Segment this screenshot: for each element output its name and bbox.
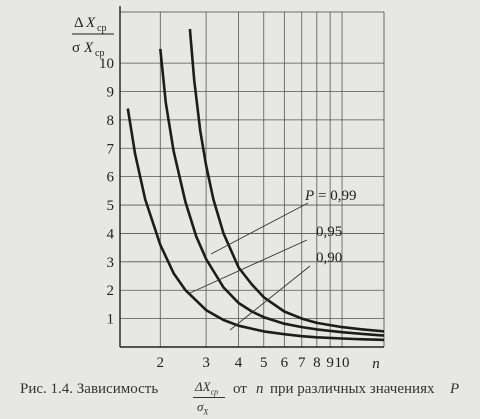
y-tick-label: 1 bbox=[106, 311, 114, 328]
y-axis-label-denominator-var: X bbox=[84, 40, 94, 56]
caption-fraction bbox=[193, 379, 227, 419]
x-tick-label: 9 bbox=[326, 355, 334, 371]
series-line-3 bbox=[128, 109, 384, 340]
y-axis-label-numerator-delta: Δ bbox=[74, 15, 84, 31]
x-axis-label: n bbox=[372, 356, 380, 372]
y-axis-label-numerator-sub: ср bbox=[97, 23, 107, 34]
series-label: 0,95 bbox=[316, 224, 343, 240]
caption-n-symbol: n bbox=[256, 381, 264, 397]
series-line-1 bbox=[190, 29, 384, 331]
y-axis-label-denominator-sigma: σ bbox=[72, 40, 81, 56]
caption-fraction-denominator: $\sigma_X$ bbox=[197, 399, 209, 417]
y-tick-label: 4 bbox=[106, 226, 114, 243]
y-tick-label: 9 bbox=[106, 84, 114, 101]
series-leader-line bbox=[190, 240, 307, 293]
y-axis-label-numerator-var: X bbox=[86, 15, 96, 31]
caption-from: от bbox=[233, 381, 247, 397]
caption-p-symbol: P bbox=[450, 381, 460, 397]
x-tick-label: 5 bbox=[260, 355, 268, 371]
x-tick-label: 7 bbox=[298, 355, 306, 371]
x-tick-label: 8 bbox=[313, 355, 321, 371]
series-label: = 0,99 bbox=[318, 188, 357, 204]
y-axis-label-denominator-sub: ср bbox=[95, 48, 105, 59]
y-tick-label: 6 bbox=[106, 169, 114, 186]
x-tick-label: 4 bbox=[234, 355, 243, 371]
y-tick-label: 10 bbox=[99, 56, 114, 73]
series-label-prefix: P bbox=[305, 188, 315, 204]
y-tick-label: 8 bbox=[106, 112, 114, 129]
caption-fraction-numerator: $\Delta X_{ср}$ bbox=[195, 379, 219, 397]
x-tick-label: 3 bbox=[202, 355, 210, 371]
x-tick-label: 10 bbox=[334, 355, 350, 371]
figure-caption bbox=[20, 381, 480, 417]
y-tick-label: 2 bbox=[106, 283, 114, 300]
x-tick-label: 6 bbox=[280, 355, 289, 371]
caption-rest: при различных значениях bbox=[270, 381, 435, 397]
x-tick-label: 2 bbox=[156, 355, 165, 371]
y-tick-label: 7 bbox=[106, 141, 114, 158]
y-tick-label: 3 bbox=[106, 254, 114, 271]
caption-fraction-bar bbox=[193, 397, 225, 398]
caption-prefix: Рис. 1.4. Зависимость bbox=[20, 381, 159, 397]
series-label: 0,90 bbox=[316, 250, 343, 266]
y-tick-label: 5 bbox=[106, 198, 114, 215]
